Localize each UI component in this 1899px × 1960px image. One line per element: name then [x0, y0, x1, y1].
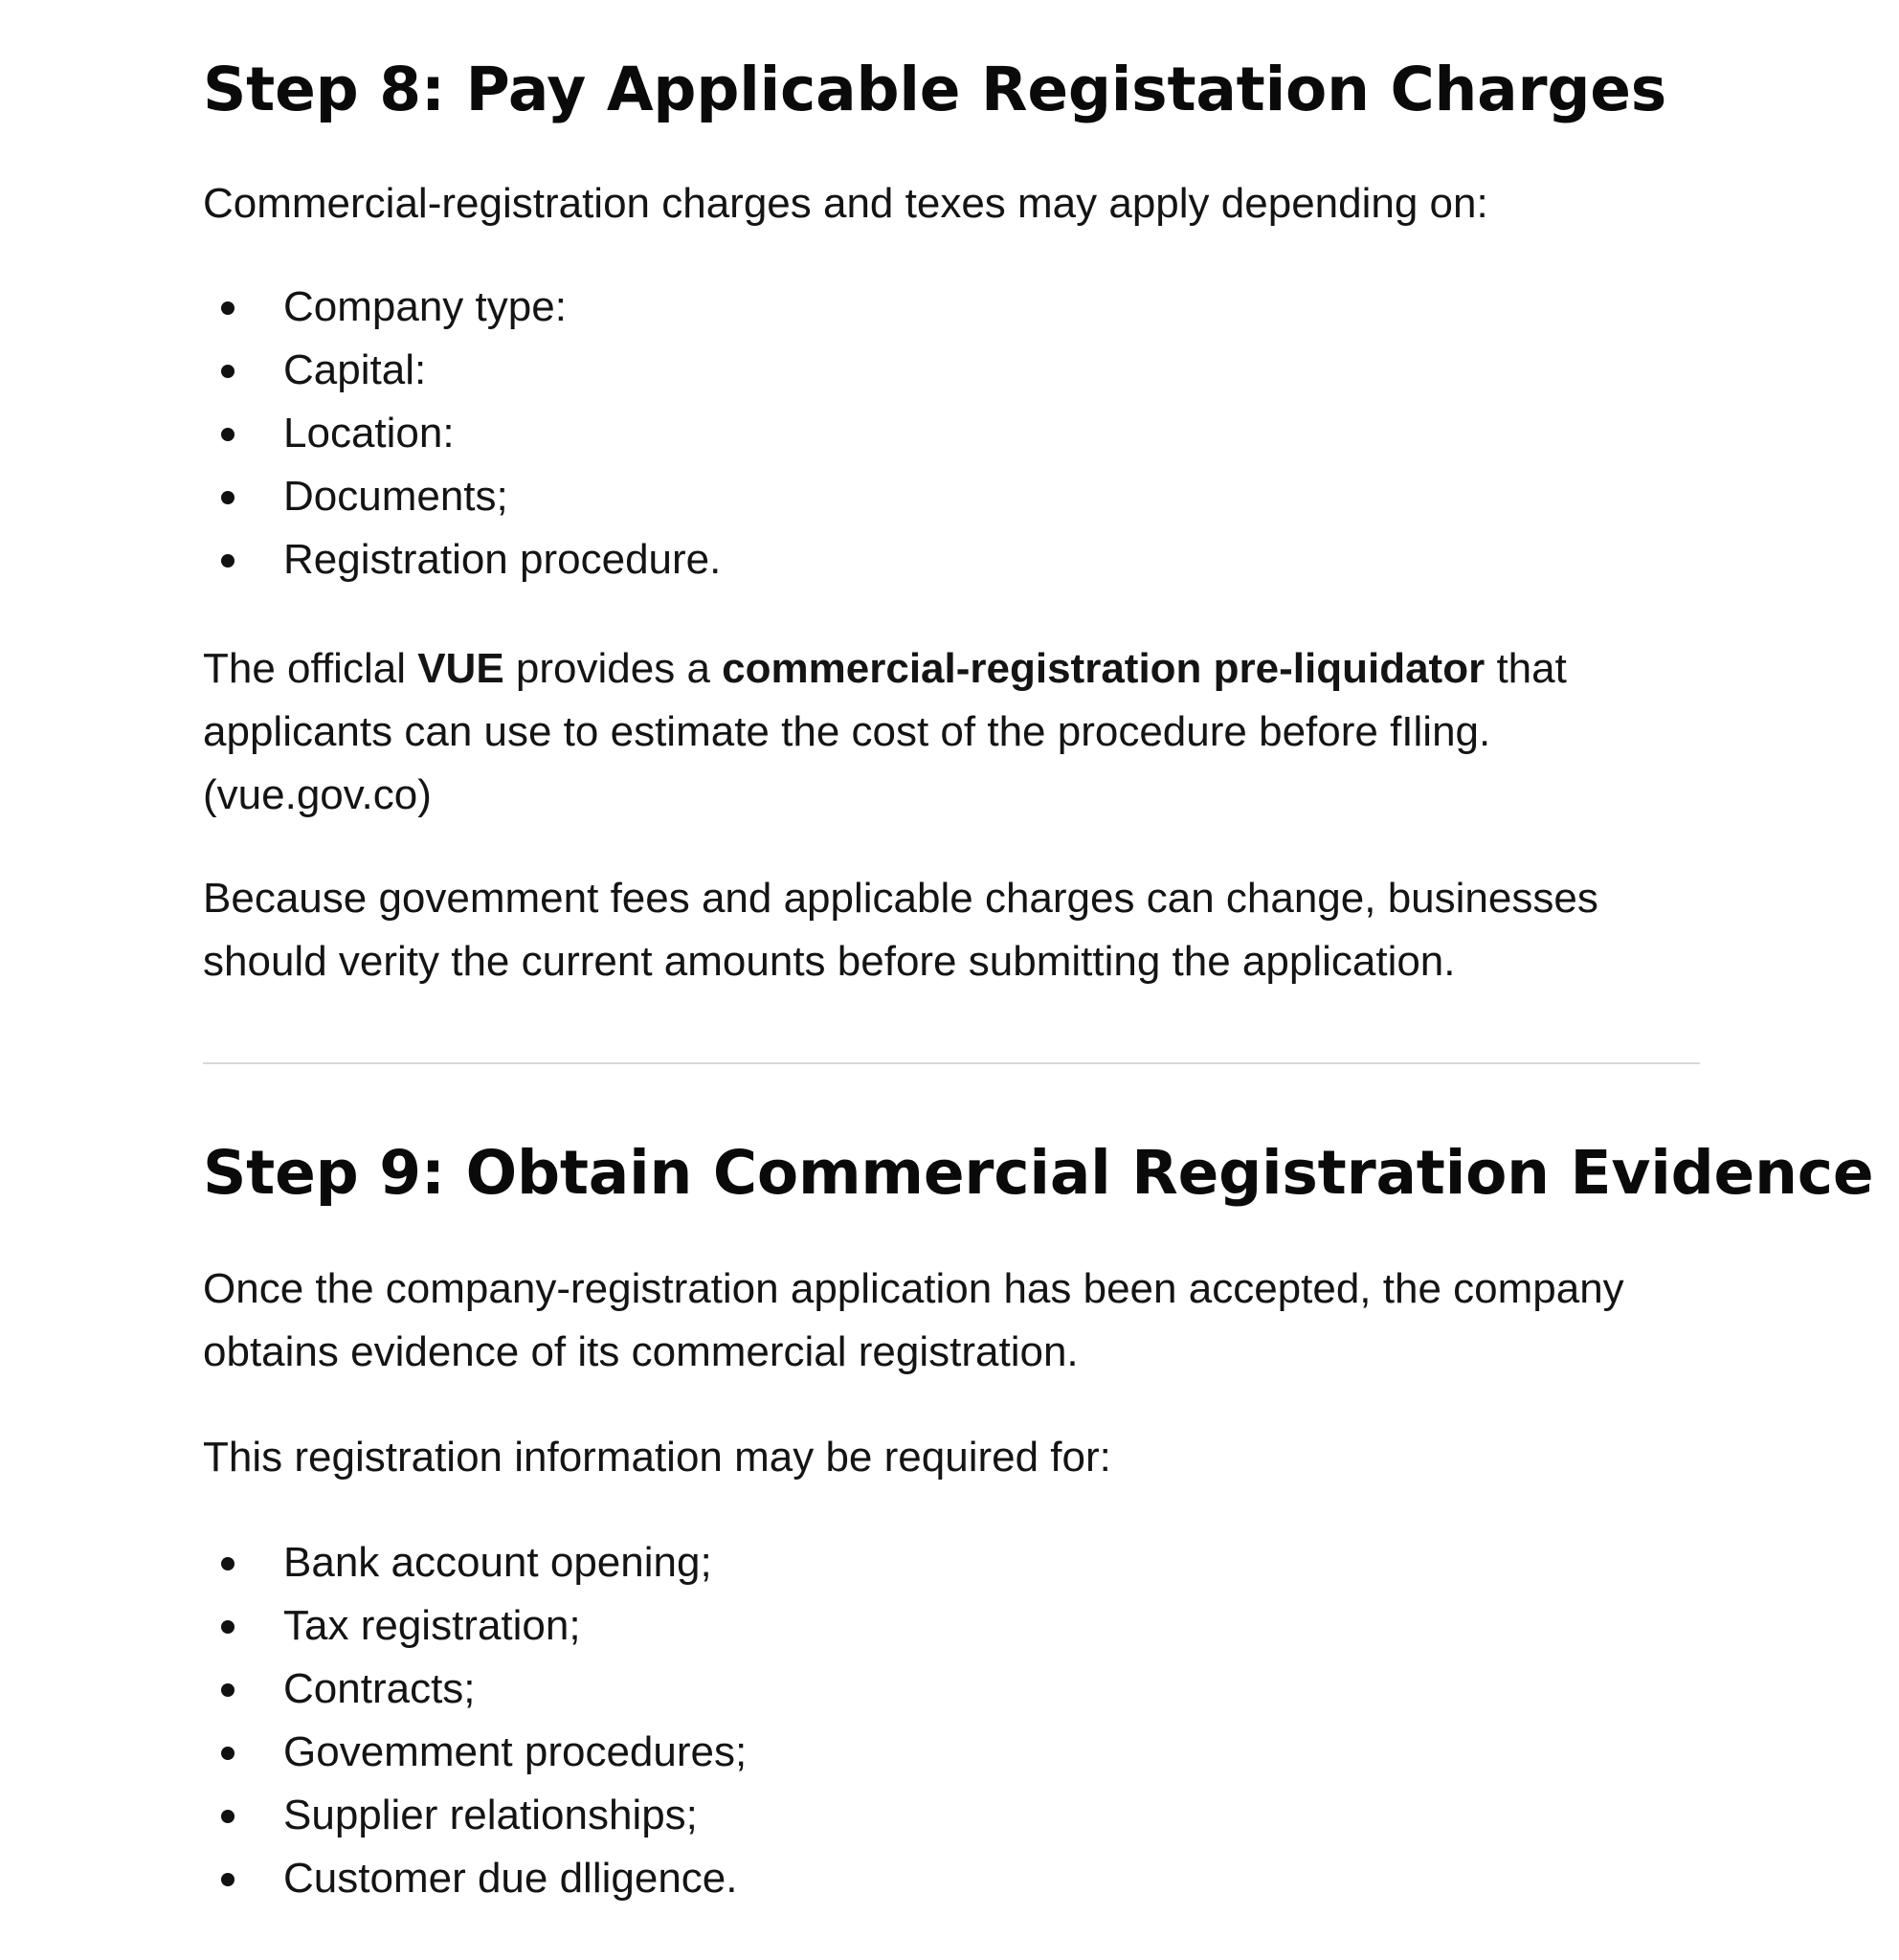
step-9-intro-text: Once the company-registration application has been accepted, the company obtains evidence of its commercial registration.: [203, 1265, 1624, 1375]
list-item: Bank account opening;: [203, 1531, 747, 1594]
vue-pre-liquidator-paragraph: [203, 637, 1696, 827]
registration-uses-list: [203, 1531, 747, 1910]
step-8-heading: Step 8: Pay Applicable Registation Charges: [203, 55, 1667, 124]
step-9-heading: Step 9: Obtain Commercial Registration Evidence: [203, 1138, 1874, 1208]
fees-change-note: Because govemment fees and applicable charges can change, businesses should verity the current amounts before submitting the application.: [203, 875, 1598, 985]
list-item: Registration procedure.: [203, 528, 721, 591]
vue-text-part: The officlal: [203, 645, 418, 692]
required-for-text: This registration information may be required for:: [203, 1434, 1111, 1481]
list-item: Supplier relationships;: [203, 1784, 747, 1847]
list-item: Capital:: [203, 339, 721, 402]
list-item: Documents;: [203, 465, 721, 528]
list-item: Contracts;: [203, 1658, 747, 1721]
list-item: Customer due dlligence.: [203, 1847, 747, 1910]
list-item: Location:: [203, 402, 721, 465]
list-item: Company type:: [203, 276, 721, 339]
vue-bold-term: VUE: [417, 645, 504, 692]
list-item: Govemment procedures;: [203, 1721, 747, 1784]
vue-text-part: that applicants can use to estimate the cost of the procedure before fIling. (vue.gov.co): [203, 645, 1567, 818]
list-item: Tax registration;: [203, 1594, 747, 1658]
charge-factors-list: [203, 276, 721, 591]
pre-liquidator-bold-term: commercial-registration pre-liquidator: [722, 645, 1486, 692]
section-divider: [203, 1062, 1700, 1064]
vue-text-part: provides a: [503, 645, 723, 692]
step-8-intro-text: Commercial-registration charges and texes may apply depending on:: [203, 180, 1488, 227]
